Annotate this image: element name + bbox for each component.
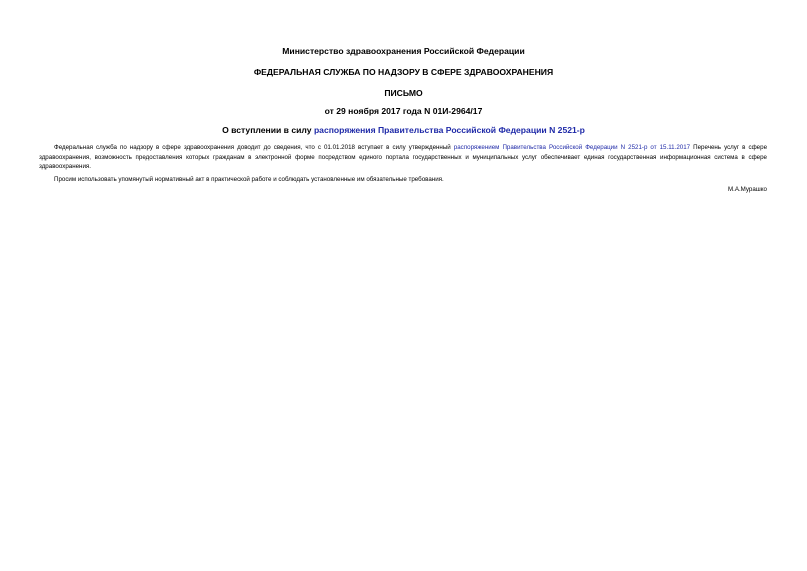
- body-paragraph-1: [39, 143, 767, 172]
- subject-link[interactable]: распоряжения Правительства Российской Федерации N 2521-р: [313, 125, 585, 135]
- ministry-title: Министерство здравоохранения Российской Федерации: [282, 46, 525, 56]
- paragraph-1-text-end: Перечень услуг в сфере здравоохранения, возможность предоставления которых гражданам в электронной форме посредством единого портала государственных и муниципальных услуг обеспечивает единая государственная информационная система в сфере здравоохранения.: [39, 144, 768, 170]
- document-date-number: от 29 ноября 2017 года N 01И-2964/17: [324, 106, 483, 116]
- body-paragraph-2: Просим использовать упомянутый нормативный акт в практической работе и соблюдать установленные им обязательные требования.: [54, 176, 444, 183]
- decree-link[interactable]: распоряжением Правительства Российской Федерации N 2521-р от 15.11.2017: [453, 144, 691, 151]
- signature: М.А.Мурашко: [727, 186, 767, 193]
- document-subject: [0, 125, 807, 136]
- service-title: ФЕДЕРАЛЬНАЯ СЛУЖБА ПО НАДЗОРУ В СФЕРЕ ЗДРАВООХРАНЕНИЯ: [253, 67, 554, 77]
- document-type: ПИСЬМО: [384, 88, 423, 98]
- paragraph-1-text-start: Федеральная служба по надзору в сфере здравоохранения доводит до сведения, что с 01.01.2018 вступает в силу утвержденный: [54, 144, 454, 151]
- subject-prefix: О вступлении в силу: [222, 125, 314, 135]
